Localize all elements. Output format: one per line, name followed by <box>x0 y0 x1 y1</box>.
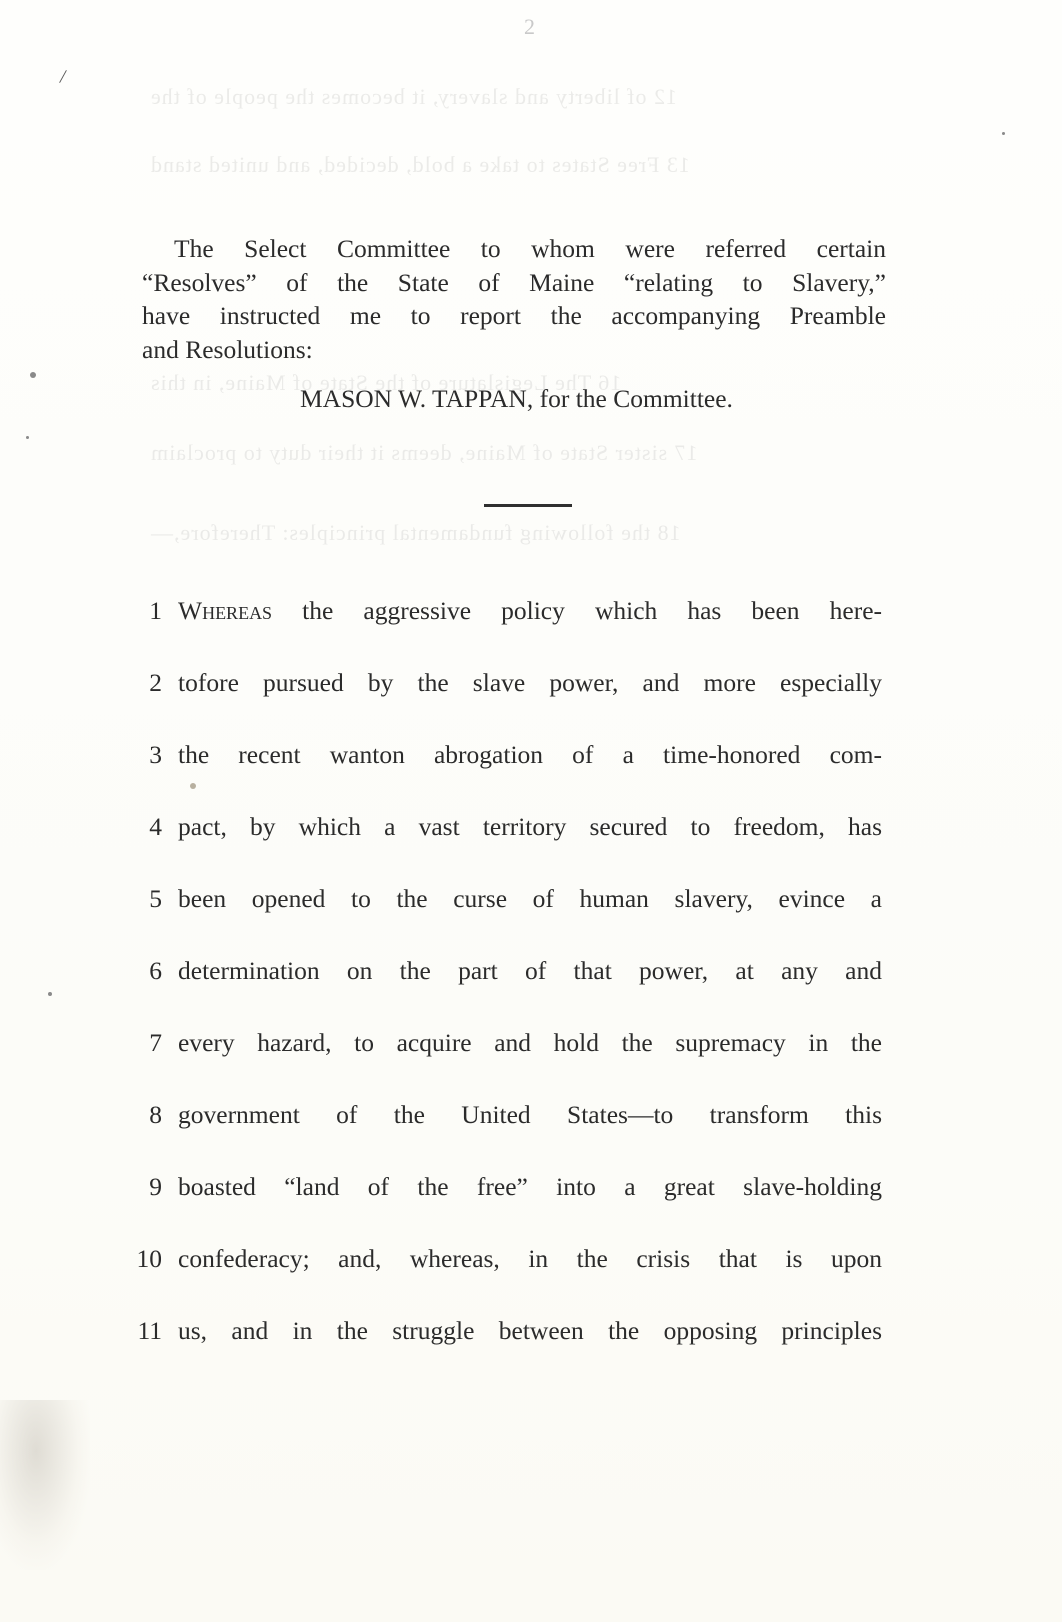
showthrough-text: 18 the following fundamental principles: Therefore,— <box>150 520 681 545</box>
line-number: 10 <box>136 1244 162 1273</box>
line-text-body: the aggressive policy which has been here- <box>302 596 883 625</box>
intro-line: “Resolves” of the State of Maine “relating to Slavery,” <box>142 267 886 297</box>
opening-word: Whereas <box>178 596 273 625</box>
paper-speck <box>190 783 196 789</box>
paper-speck <box>30 372 36 378</box>
line-text: the recent wanton abrogation of a time-honored com- <box>178 740 882 769</box>
paper-speck <box>1002 132 1005 135</box>
line-text: determination on the part of that power, at any and <box>178 956 882 985</box>
preamble-line <box>130 1244 882 1280</box>
line-text: us, and in the struggle between the opposing principles <box>178 1316 882 1345</box>
preamble-line <box>130 884 882 920</box>
showthrough-text: 17 sister State of Maine, deems it their duty to proclaim <box>150 440 698 465</box>
preamble-line <box>130 740 882 776</box>
line-text: been opened to the curse of human slavery, evince a <box>178 884 882 913</box>
line-text: confederacy; and, whereas, in the crisis that is upon <box>178 1244 882 1273</box>
preamble-line <box>130 1100 882 1136</box>
page-number: 2 <box>524 14 535 39</box>
line-number: 3 <box>149 740 162 769</box>
line-text: boasted “land of the free” into a great slave-holding <box>178 1172 882 1201</box>
line-text: pact, by which a vast territory secured to freedom, has <box>178 812 882 841</box>
line-number: 4 <box>149 812 162 841</box>
showthrough-text: 13 Free States to take a bold, decided, and united stand <box>150 152 690 177</box>
preamble-line <box>130 956 882 992</box>
intro-line: The Select Committee to whom were referred certain <box>174 234 886 263</box>
committee-signature: MASON W. TAPPAN, for the Committee. <box>300 384 733 413</box>
preamble-line <box>130 1316 882 1352</box>
line-number: 6 <box>149 956 162 985</box>
line-number: 11 <box>137 1316 162 1345</box>
intro-line: have instructed me to report the accompanying Preamble <box>142 301 886 330</box>
line-text: tofore pursued by the slave power, and more especially <box>178 668 882 697</box>
paper-speck <box>48 992 52 996</box>
preamble-line <box>130 668 882 704</box>
showthrough-text: 16 The Legislature of the State of Maine, in this <box>150 370 622 395</box>
preamble-line <box>130 812 882 848</box>
line-number: 7 <box>149 1028 162 1057</box>
showthrough-text: 12 of liberty and slavery, it becomes the people of the <box>150 84 678 109</box>
line-number: 8 <box>149 1100 162 1129</box>
line-text: every hazard, to acquire and hold the supremacy in the <box>178 1028 882 1057</box>
preamble-line <box>130 596 882 632</box>
paper-stain <box>0 1400 90 1570</box>
section-divider <box>484 504 572 507</box>
line-number: 2 <box>149 668 162 697</box>
preamble-line <box>130 1172 882 1208</box>
margin-pencil-mark: / <box>58 65 68 89</box>
line-text: government of the United States—to transform this <box>178 1100 882 1129</box>
preamble-line <box>130 1028 882 1064</box>
paper-speck <box>26 436 29 439</box>
line-number: 5 <box>149 884 162 913</box>
line-text <box>178 596 882 626</box>
line-number: 1 <box>149 596 162 625</box>
intro-line: and Resolutions: <box>142 334 313 364</box>
line-number: 9 <box>149 1172 162 1201</box>
committee-intro <box>142 232 886 366</box>
